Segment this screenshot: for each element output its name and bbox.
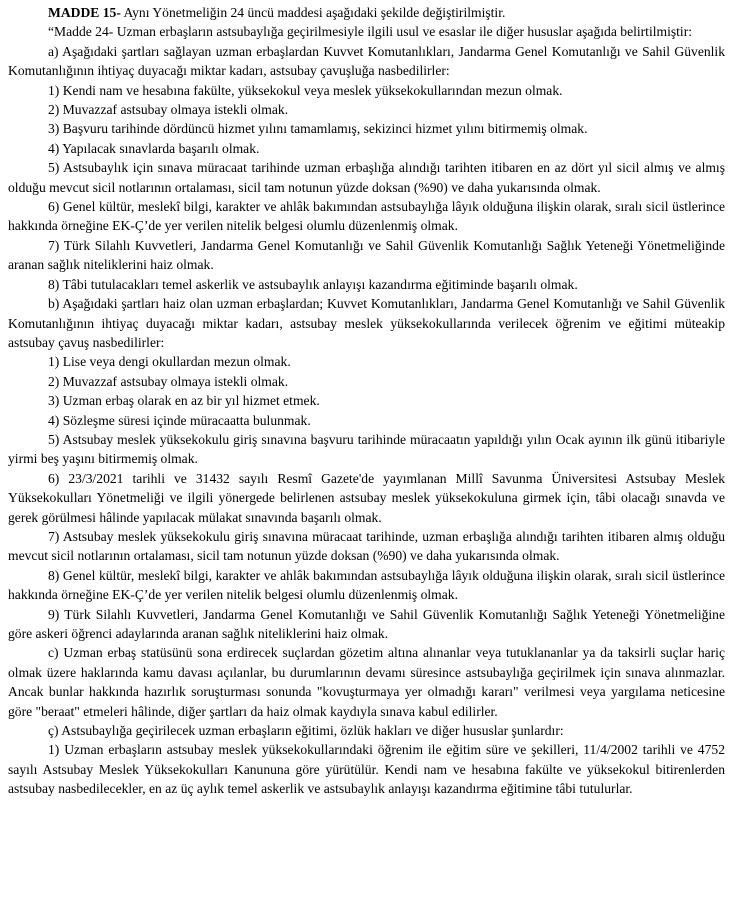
article-paragraph: “Madde 24- Uzman erbaşların astsubaylığa geçirilmesiyle ilgili usul ve esaslar ile diğer hususlar aşağıda belirtilmiştir: bbox=[48, 24, 693, 40]
article-paragraph: 7) Astsubay meslek yüksekokulu giriş sınavına müracaat tarihinde, uzman erbaşlığa alındığı tarihten itibaren almış olduğu mevcut sicil notlarının ortalaması, sicil tam notunun yüzde doksan (%90) ve daha yukarısında olmak. bbox=[8, 528, 725, 564]
article-paragraph: 4) Yapılacak sınavlarda başarılı olmak. bbox=[48, 140, 260, 156]
article-paragraph: 4) Sözleşme süresi içinde müracaatta bulunmak. bbox=[48, 412, 311, 428]
article-paragraphs bbox=[8, 22, 725, 798]
article-paragraph: 5) Astsubaylık için sınava müracaat tarihinde uzman erbaşlığa alındığı tarihten itibaren en az dört yıl sicil almış ve almış olduğu mevcut sicil notlarının ortalaması, sicil tam notunun yüzde doksan (%90) ve daha yukarısında olmak. bbox=[8, 160, 725, 195]
article-paragraph: 5) Astsubay meslek yüksekokulu giriş sınavına başvuru tarihinde müracaatın yapıldığı yılın Ocak ayının ilk günü itibariyle yirmi beş yaşını bitirmemiş olmak. bbox=[8, 431, 725, 467]
article-paragraph: 2) Muvazzaf astsubay olmaya istekli olmak. bbox=[48, 373, 289, 389]
article-number: MADDE 15- bbox=[48, 5, 121, 20]
article-paragraph: 6) Genel kültür, meslekî bilgi, karakter ve ahlâk bakımından astsubaylığa lâyık olduğuna ilişkin olarak, sıralı sicil üstlerince hakkında örneğine EK-Ç’de yer verilen nitelik belgesi olumlu düzenlenmiş olmak. bbox=[8, 199, 725, 234]
article-paragraph: 2) Muvazzaf astsubay olmaya istekli olmak. bbox=[48, 102, 289, 118]
article-paragraph: ç) Astsubaylığa geçirilecek uzman erbaşların eğitimi, özlük hakları ve diğer hususlar şunlardır: bbox=[48, 723, 564, 739]
article-paragraph: b) Aşağıdaki şartları haiz olan uzman erbaşlardan; Kuvvet Komutanlıkları, Jandarma Genel Komutanlığı ve Sahil Güvenlik Komutanlığının ihtiyaç duyacağı miktar kadarı, astsubay meslek yüksekokullarında verilecek öğrenim ve eğitimi müteakip astsubay çavuş nasbedilirler: bbox=[8, 296, 725, 350]
article-paragraph: 7) Türk Silahlı Kuvvetleri, Jandarma Genel Komutanlığı ve Sahil Güvenlik Komutanlığı Sağlık Yeteneği Yönetmeliğinde aranan sağlık niteliklerini haiz olmak. bbox=[8, 237, 725, 273]
article-paragraph: 6) 23/3/2021 tarihli ve 31432 sayılı Resmî Gazete'de yayımlanan Millî Savunma Üniversitesi Astsubay Meslek Yüksekokulları Yönetmeliği ve ilgili yönergede belirlenen astsubay meslek yüksekokuluna girmek için, tâbi olacağı sınavda ve gerek görülmesi hâlinde yapılacak mülakat sınavında başarılı olmak. bbox=[8, 470, 725, 525]
article-paragraph: 3) Başvuru tarihinde dördüncü hizmet yılını tamamlamış, sekizinci hizmet yılını bitirmemiş olmak. bbox=[48, 121, 588, 137]
article-paragraph: 1) Uzman erbaşların astsubay meslek yüksekokullarındaki öğrenim ile eğitim süre ve şekilleri, 11/4/2002 tarihli ve 4752 sayılı Astsubay Meslek Yüksekokulları Kanununa göre yürütülür. Kendi nam ve hesabına fakülte ve yüksekokul bitirenlerden astsubay nasbedilecekler, en az üç aylık temel askerlik ve astsubaylık anlayışı kazandırma eğitimine tâbi tutulurlar. bbox=[8, 742, 725, 797]
article-paragraph: 8) Genel kültür, meslekî bilgi, karakter ve ahlâk bakımından astsubaylığa lâyık olduğuna ilişkin olarak, sıralı sicil üstlerince hakkında örneğine EK-Ç’de yer verilen nitelik belgesi olumlu düzenlenmiş olmak. bbox=[8, 567, 725, 603]
article-heading bbox=[8, 3, 725, 22]
article-intro: Aynı Yönetmeliğin 24 üncü maddesi aşağıdaki şekilde değiştirilmiştir. bbox=[123, 5, 506, 20]
article-paragraph: c) Uzman erbaş statüsünü sona erdirecek suçlardan gözetim altına alınanlar veya tutuklananlar ya da taksirli suçlar hariç olmak üzere haklarında kamu davası açılanlar, bu durumlarının devamı süresince astsubaylığa geçirilmek için sınava alınmazlar. Ancak bunlar hakkında hazırlık soruşturması sonunda "kovuşturmaya yer olmadığı kararı" verilmesi veya yargılama neticesine göre "beraat" etmeleri hâlinde, diğer şartları da haiz olmak kaydıyla sınava kabul edilirler. bbox=[8, 645, 725, 719]
article-paragraph: a) Aşağıdaki şartları sağlayan uzman erbaşlardan Kuvvet Komutanlıkları, Jandarma Genel Komutanlığı ve Sahil Güvenlik Komutanlığının ihtiyaç duyacağı miktar kadarı, astsubay çavuşluğa nasbedilirler: bbox=[8, 43, 725, 79]
article-paragraph: 1) Kendi nam ve hesabına fakülte, yüksekokul veya meslek yüksekokullarından mezun olmak. bbox=[48, 82, 563, 98]
article-paragraph: 9) Türk Silahlı Kuvvetleri, Jandarma Genel Komutanlığı ve Sahil Güvenlik Komutanlığı Sağlık Yeteneği Yönetmeliğine göre askeri öğrenci adaylarında aranan sağlık niteliklerini haiz olmak. bbox=[8, 606, 725, 641]
article-paragraph: 8) Tâbi tutulacakları temel askerlik ve astsubaylık anlayışı kazandırma eğitiminde başarılı olmak. bbox=[48, 276, 578, 292]
article-paragraph: 1) Lise veya dengi okullardan mezun olmak. bbox=[48, 354, 291, 370]
article-paragraph: 3) Uzman erbaş olarak en az bir yıl hizmet etmek. bbox=[48, 393, 320, 409]
